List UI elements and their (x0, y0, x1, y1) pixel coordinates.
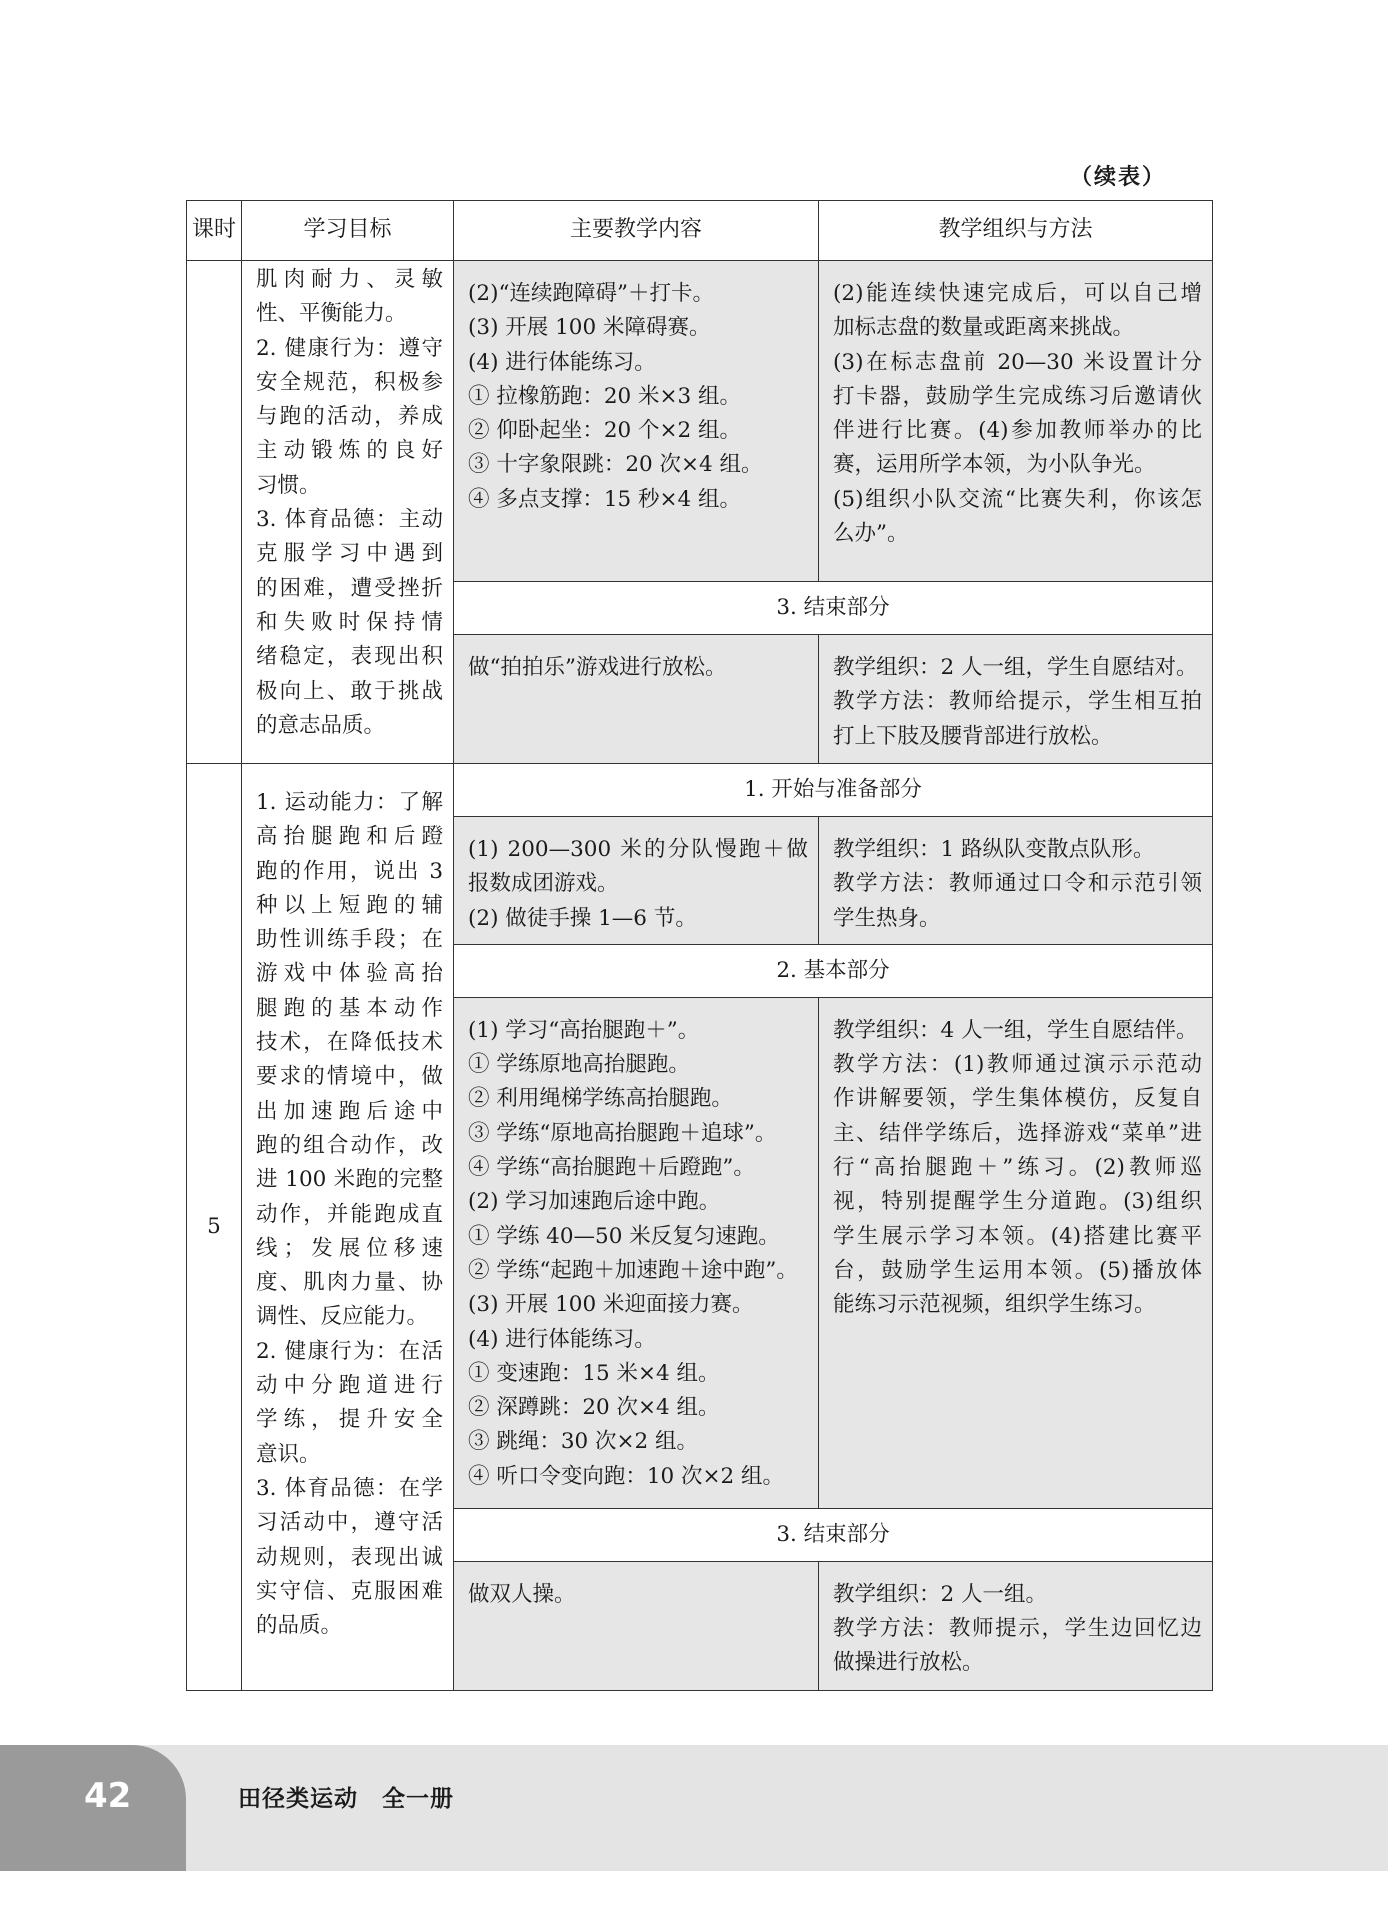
lesson-5-section-1: 1. 开始与准备部分 (454, 764, 1213, 817)
text-line: 动中分跑道进行 (256, 1373, 443, 1399)
text-line: 助性训练手段；在 (256, 927, 443, 953)
text-line: ② 仰卧起坐：20 个×2 组。 (468, 418, 742, 444)
lesson-5-s3-content: 做双人操。 (454, 1561, 819, 1690)
text-line: 做操进行放松。 (833, 1650, 984, 1676)
text-line: 打上下肢及腰背部进行放松。 (833, 723, 1113, 749)
lesson-5-section-2: 2. 基本部分 (454, 944, 1213, 997)
text-line: 打卡器，鼓励学生完成练习后邀请伙 (833, 383, 1202, 409)
page-number: 42 (84, 1776, 132, 1816)
lesson-5-goals (242, 764, 454, 1691)
text-line: 作讲解要领，学生集体模仿，反复自 (833, 1086, 1202, 1112)
text-line: 进 100 米跑的完整 (256, 1167, 443, 1193)
header-methods: 教学组织与方法 (819, 201, 1213, 261)
text-line: ② 学练“起跑＋加速跑＋途中跑”。 (468, 1257, 798, 1283)
continued-label: （续表） (1069, 165, 1166, 190)
text-line: 种以上短跑的辅 (256, 892, 443, 918)
text-line: 极向上、敢于挑战 (256, 678, 443, 704)
text-line: 能练习示范视频，组织学生练习。 (833, 1292, 1156, 1318)
lesson-4-end-methods (819, 635, 1213, 764)
text-line: 腿跑的基本动作 (256, 995, 443, 1021)
lesson-4-goals (242, 261, 454, 764)
text-line: (1) 学习“高抬腿跑＋”。 (468, 1017, 700, 1043)
lesson-4-content (454, 261, 819, 582)
text-line: 台，鼓励学生运用本领。(5)播放体 (833, 1257, 1202, 1283)
text-line: (3)在标志盘前 20—30 米设置计分 (833, 349, 1202, 375)
text-line: 出加速跑后途中 (256, 1098, 443, 1124)
lesson-4-end-section: 3. 结束部分 (454, 582, 1213, 635)
text-line: (4) 进行体能练习。 (468, 1326, 656, 1352)
text-line: 视，特别提醒学生分道跑。(3)组织 (833, 1189, 1202, 1215)
text-line: 绪稳定，表现出积 (256, 644, 443, 670)
text-line: 1. 运动能力：了解 (256, 790, 443, 815)
text-line: (5)组织小队交流“比赛失利，你该怎 (833, 486, 1202, 512)
text-line: 游戏中体验高抬 (256, 961, 443, 987)
text-line: ④ 多点支撑：15 秒×4 组。 (468, 486, 742, 512)
text-line: 意识。 (256, 1441, 321, 1467)
text-line: 伴进行比赛。(4)参加教师举办的比 (833, 418, 1202, 444)
text-line: (2) 做徒手操 1—6 节。 (468, 905, 697, 931)
text-line: (3) 开展 100 米障碍赛。 (468, 315, 711, 341)
text-line: 教学方法：教师通过口令和示范引领 (833, 871, 1202, 897)
text-line: ① 拉橡筋跑：20 米×3 组。 (468, 383, 742, 409)
text-line: (2) 学习加速跑后途中跑。 (468, 1189, 721, 1215)
text-line: 安全规范，积极参 (256, 369, 443, 395)
text-line: 的意志品质。 (256, 712, 386, 738)
lesson-5-section-3: 3. 结束部分 (454, 1508, 1213, 1561)
text-line: 调性、反应能力。 (256, 1304, 429, 1330)
footer-band (0, 1745, 1388, 1871)
header-content: 主要教学内容 (454, 201, 819, 261)
text-line: ④ 学练“高抬腿跑＋后蹬跑”。 (468, 1155, 755, 1181)
text-line: 学练，提升安全 (256, 1407, 443, 1433)
text-line: 教学组织：4 人一组，学生自愿结伴。 (833, 1017, 1198, 1043)
text-line: 动规则，表现出诚 (256, 1544, 443, 1570)
table-header-row (187, 201, 1213, 261)
text-line: 动作，并能跑成直 (256, 1201, 443, 1227)
lesson-5-s1-methods (819, 817, 1213, 945)
text-line: 学生热身。 (833, 905, 941, 931)
text-line: ③ 学练“原地高抬腿跑＋追球”。 (468, 1120, 777, 1146)
text-line: (2)“连续跑障碍”＋打卡。 (468, 281, 714, 306)
text-line: 行“高抬腿跑＋”练习。(2)教师巡 (833, 1155, 1202, 1181)
lesson-4-end-content: 做“拍拍乐”游戏进行放松。 (454, 635, 819, 764)
text-line: 习惯。 (256, 472, 321, 498)
text-line: 教学方法：教师提示，学生边回忆边 (833, 1616, 1202, 1642)
text-line: 赛，运用所学本领，为小队争光。 (833, 452, 1156, 478)
text-line: ① 变速跑：15 米×4 组。 (468, 1360, 720, 1386)
text-line: 的品质。 (256, 1613, 343, 1639)
text-line: 报数成团游戏。 (468, 871, 619, 897)
text-line: 的困难，遭受挫折 (256, 575, 443, 601)
text-line: (2)能连续快速完成后，可以自己增 (833, 281, 1202, 306)
text-line: ③ 十字象限跳：20 次×4 组。 (468, 452, 763, 478)
text-line: 主、结伴学练后，选择游戏“菜单”进 (833, 1120, 1202, 1146)
header-lesson: 课时 (187, 201, 242, 261)
lesson-5-number-cell: 5 (187, 764, 242, 1691)
text-line: ① 学练原地高抬腿跑。 (468, 1052, 690, 1078)
lesson-4-number-cell (187, 261, 242, 764)
header-goals: 学习目标 (242, 201, 454, 261)
text-line: 教学方法：(1)教师通过演示示范动 (833, 1052, 1202, 1078)
text-line: 实守信、克服困难 (256, 1578, 443, 1604)
text-line: 技术，在降低技术 (256, 1030, 443, 1056)
text-line: 跑的组合动作，改 (256, 1132, 443, 1158)
text-line: ② 利用绳梯学练高抬腿跑。 (468, 1086, 733, 1112)
text-line: 习活动中，遵守活 (256, 1510, 443, 1536)
text-line: 要求的情境中，做 (256, 1064, 443, 1090)
lesson-5-s1-content (454, 817, 819, 945)
text-line: 和失败时保持情 (256, 609, 443, 635)
text-line: ② 深蹲跳：20 次×4 组。 (468, 1395, 720, 1421)
text-line: 么办”。 (833, 521, 909, 547)
text-line: 3. 体育品德：在学 (256, 1475, 443, 1501)
text-line: 3. 体育品德：主动 (256, 507, 443, 533)
text-line: 跑的作用，说出 3 (256, 858, 443, 884)
lesson-5-s2-content (454, 997, 819, 1508)
text-line: 高抬腿跑和后蹬 (256, 824, 443, 850)
text-line: ④ 听口令变向跑：10 次×2 组。 (468, 1463, 785, 1489)
lesson-5-s2-methods (819, 997, 1213, 1508)
text-line: 与跑的活动，养成 (256, 404, 443, 430)
text-line: 2. 健康行为：在活 (256, 1338, 443, 1364)
text-line: 性、平衡能力。 (256, 301, 407, 327)
text-line: 克服学习中遇到 (256, 541, 443, 567)
text-line: 加标志盘的数量或距离来挑战。 (833, 315, 1135, 341)
text-line: (3) 开展 100 米迎面接力赛。 (468, 1292, 754, 1318)
lesson-5-s3-methods (819, 1561, 1213, 1690)
text-line: 教学组织：2 人一组，学生自愿结对。 (833, 655, 1198, 680)
text-line: (1) 200—300 米的分队慢跑＋做 (468, 837, 808, 862)
table-row (187, 261, 1213, 582)
text-line: ① 学练 40—50 米反复匀速跑。 (468, 1223, 780, 1249)
lesson-4-methods (819, 261, 1213, 582)
text-line: ③ 跳绳：30 次×2 组。 (468, 1429, 699, 1455)
text-line: (4) 进行体能练习。 (468, 349, 656, 375)
book-title: 田径类运动 全一册 (238, 1786, 454, 1812)
text-line: 学生展示学习本领。(4)搭建比赛平 (833, 1223, 1202, 1249)
text-line: 教学方法：教师给提示，学生相互拍 (833, 689, 1202, 715)
table-row (187, 764, 1213, 817)
text-line: 2. 健康行为：遵守 (256, 335, 443, 361)
text-line: 教学组织：2 人一组。 (833, 1581, 1048, 1607)
text-line: 教学组织：1 路纵队变散点队形。 (833, 837, 1155, 862)
text-line: 肌肉耐力、灵敏 (256, 267, 443, 292)
text-line: 主动锻炼的良好 (256, 438, 443, 464)
text-line: 度、肌肉力量、协 (256, 1270, 443, 1296)
text-line: 线；发展位移速 (256, 1235, 443, 1261)
lesson-plan-table (186, 200, 1213, 1691)
